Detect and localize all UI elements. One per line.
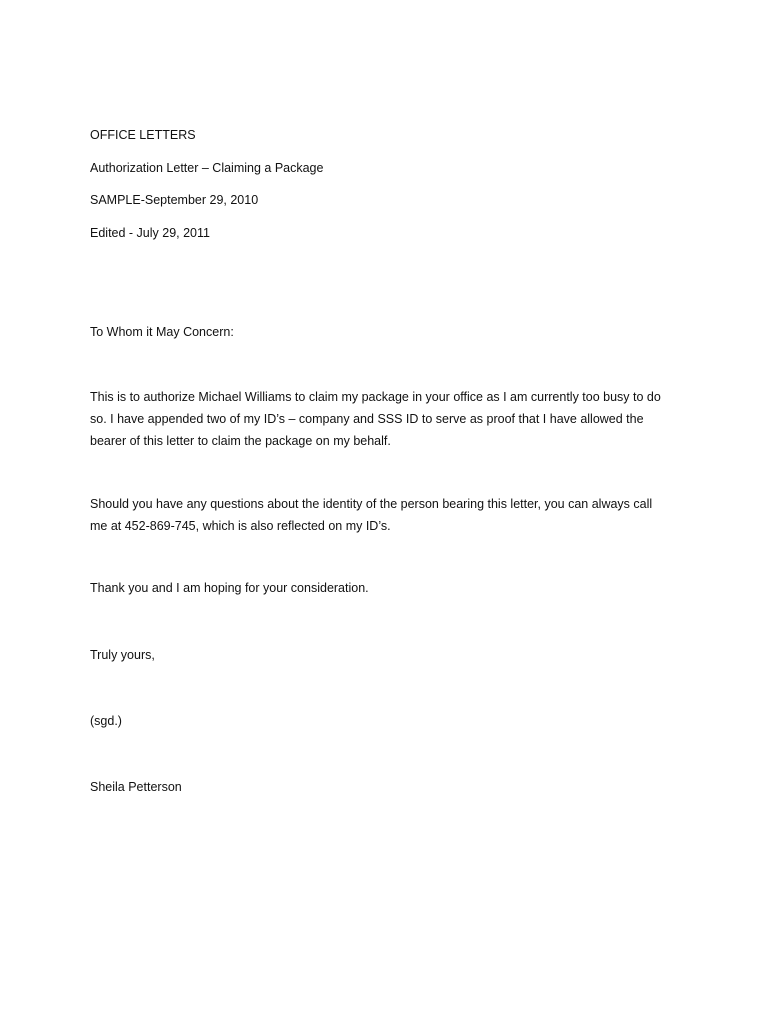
body-paragraph-1 — [90, 386, 680, 452]
salutation: To Whom it May Concern: — [90, 325, 234, 339]
document-heading: OFFICE LETTERS — [90, 128, 196, 142]
letter-subject: Authorization Letter – Claiming a Package — [90, 161, 324, 175]
paragraph-1-line: bearer of this letter to claim the package on my behalf. — [90, 434, 391, 448]
body-paragraph-3: Thank you and I am hoping for your consideration. — [90, 581, 369, 595]
edited-date: Edited - July 29, 2011 — [90, 226, 210, 240]
closing: Truly yours, — [90, 648, 155, 662]
paragraph-1-line: This is to authorize Michael Williams to claim my package in your office as I am currently too busy to do — [90, 390, 661, 404]
paragraph-2-line: me at 452-869-745, which is also reflected on my ID’s. — [90, 519, 391, 533]
signer-name: Sheila Petterson — [90, 780, 182, 794]
signature-mark: (sgd.) — [90, 714, 122, 728]
paragraph-1-line: so. I have appended two of my ID’s – company and SSS ID to serve as proof that I have allowed the — [90, 412, 644, 426]
paragraph-2-line: Should you have any questions about the identity of the person bearing this letter, you can always call — [90, 497, 653, 511]
body-paragraph-2 — [90, 493, 680, 537]
sample-date: SAMPLE-September 29, 2010 — [90, 193, 259, 207]
